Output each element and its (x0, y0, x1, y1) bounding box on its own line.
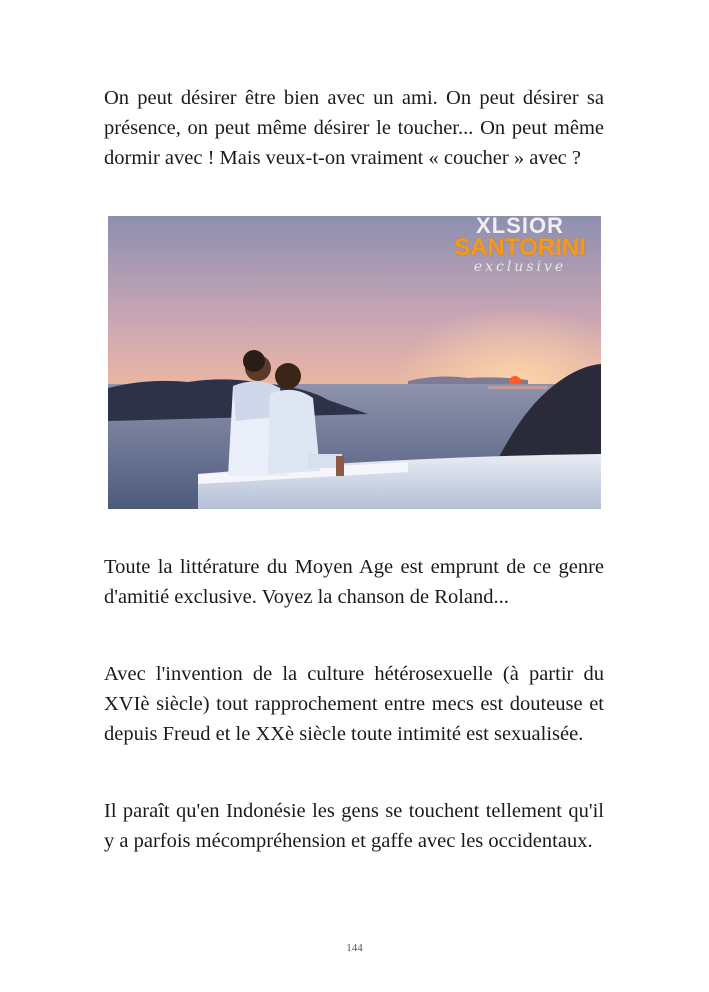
paragraph-intro: On peut désirer être bien avec un ami. On peut désirer sa présence, on peut même désirer le toucher... On peut même dormir avec ! Mais veux-t-on vraiment « coucher » avec ? (104, 87, 604, 169)
santorini-logo (445, 216, 595, 274)
page-number: 144 (346, 942, 363, 954)
logo-sub-text: exclusive (473, 259, 567, 275)
paragraph-heterosexual-culture: Avec l'invention de la culture hétérosexuelle (à partir du XVIè siècle) tout rapprochement entre mecs est douteuse et depuis Freud et le XXè siècle toute intimité est sexualisée. (104, 663, 604, 745)
paragraph-middle-ages: Toute la littérature du Moyen Age est emprunt de ce genre d'amitié exclusive. Voyez la chanson de Roland... (104, 556, 604, 608)
logo-top-text: XLSIOR (476, 216, 564, 238)
paragraph-indonesia: Il paraît qu'en Indonésie les gens se touchent tellement qu'il y a parfois mécompréhension et gaffe avec les occidentaux. (104, 800, 604, 852)
logo-main-text: SANTORINI (454, 234, 586, 261)
santorini-sunset-photo (108, 216, 601, 509)
